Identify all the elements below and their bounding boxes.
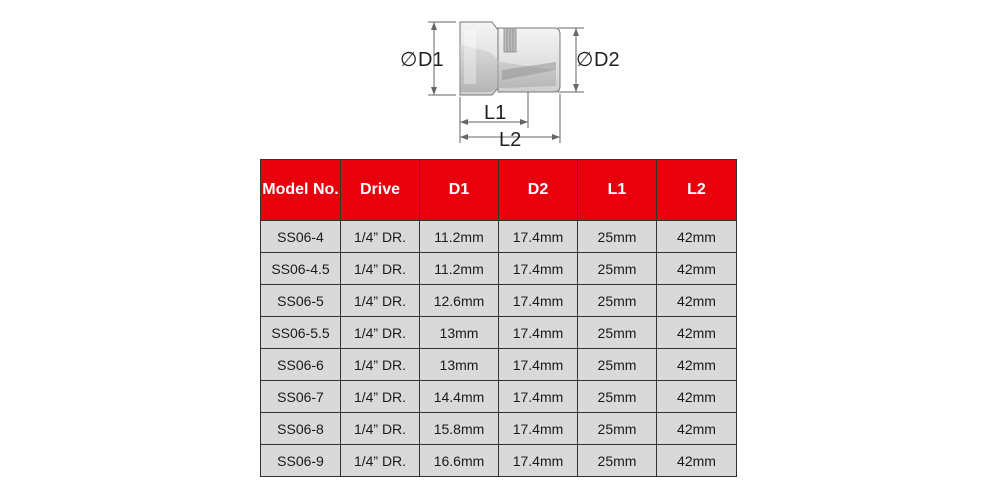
cell-drive: 1/4” DR. <box>341 413 420 445</box>
cell-d1: 11.2mm <box>420 221 499 253</box>
cell-d1: 14.4mm <box>420 381 499 413</box>
socket-spec-table <box>260 159 737 477</box>
cell-l2: 42mm <box>657 349 737 381</box>
cell-d2: 17.4mm <box>499 317 578 349</box>
cell-d1: 13mm <box>420 349 499 381</box>
cell-model: SS06-9 <box>261 445 341 477</box>
header-model-no: Model No. <box>261 160 341 221</box>
d1-diameter-symbol: ∅ <box>400 49 418 71</box>
header-d2: D2 <box>499 160 578 221</box>
cell-d1: 13mm <box>420 317 499 349</box>
cell-drive: 1/4” DR. <box>341 317 420 349</box>
d2-label: D2 <box>594 49 620 71</box>
cell-l1: 25mm <box>578 317 657 349</box>
cell-model: SS06-4.5 <box>261 253 341 285</box>
table-row <box>261 349 737 381</box>
header-d1: D1 <box>420 160 499 221</box>
l1-label: L1 <box>484 102 507 124</box>
table-row <box>261 317 737 349</box>
socket-drawing <box>380 0 640 156</box>
cell-drive: 1/4” DR. <box>341 349 420 381</box>
cell-l1: 25mm <box>578 381 657 413</box>
cell-d1: 11.2mm <box>420 253 499 285</box>
table-header-row <box>261 160 737 221</box>
d2-diameter-symbol: ∅ <box>576 49 594 71</box>
cell-d2: 17.4mm <box>499 381 578 413</box>
cell-d2: 17.4mm <box>499 253 578 285</box>
table-row <box>261 413 737 445</box>
cell-model: SS06-6 <box>261 349 341 381</box>
table-row <box>261 221 737 253</box>
cell-d2: 17.4mm <box>499 445 578 477</box>
cell-l1: 25mm <box>578 349 657 381</box>
cell-drive: 1/4” DR. <box>341 381 420 413</box>
cell-model: SS06-7 <box>261 381 341 413</box>
cell-l2: 42mm <box>657 381 737 413</box>
cell-model: SS06-8 <box>261 413 341 445</box>
cell-d2: 17.4mm <box>499 285 578 317</box>
table-row <box>261 445 737 477</box>
cell-d2: 17.4mm <box>499 413 578 445</box>
d1-label: D1 <box>418 49 444 71</box>
table-row <box>261 253 737 285</box>
header-l1: L1 <box>578 160 657 221</box>
cell-l1: 25mm <box>578 285 657 317</box>
cell-d1: 16.6mm <box>420 445 499 477</box>
cell-l2: 42mm <box>657 221 737 253</box>
cell-d2: 17.4mm <box>499 349 578 381</box>
cell-l1: 25mm <box>578 221 657 253</box>
cell-l2: 42mm <box>657 285 737 317</box>
cell-model: SS06-4 <box>261 221 341 253</box>
cell-model: SS06-5 <box>261 285 341 317</box>
cell-d2: 17.4mm <box>499 221 578 253</box>
cell-drive: 1/4” DR. <box>341 285 420 317</box>
cell-drive: 1/4” DR. <box>341 445 420 477</box>
header-drive: Drive <box>341 160 420 221</box>
cell-l2: 42mm <box>657 413 737 445</box>
table-row <box>261 285 737 317</box>
header-l2: L2 <box>657 160 737 221</box>
cell-model: SS06-5.5 <box>261 317 341 349</box>
l2-label: L2 <box>499 129 522 151</box>
cell-l2: 42mm <box>657 445 737 477</box>
cell-d1: 15.8mm <box>420 413 499 445</box>
cell-l2: 42mm <box>657 317 737 349</box>
cell-l1: 25mm <box>578 413 657 445</box>
cell-drive: 1/4” DR. <box>341 221 420 253</box>
cell-l1: 25mm <box>578 253 657 285</box>
cell-d1: 12.6mm <box>420 285 499 317</box>
table-row <box>261 381 737 413</box>
socket-dimension-diagram <box>380 0 640 156</box>
cell-l2: 42mm <box>657 253 737 285</box>
cell-drive: 1/4” DR. <box>341 253 420 285</box>
cell-l1: 25mm <box>578 445 657 477</box>
